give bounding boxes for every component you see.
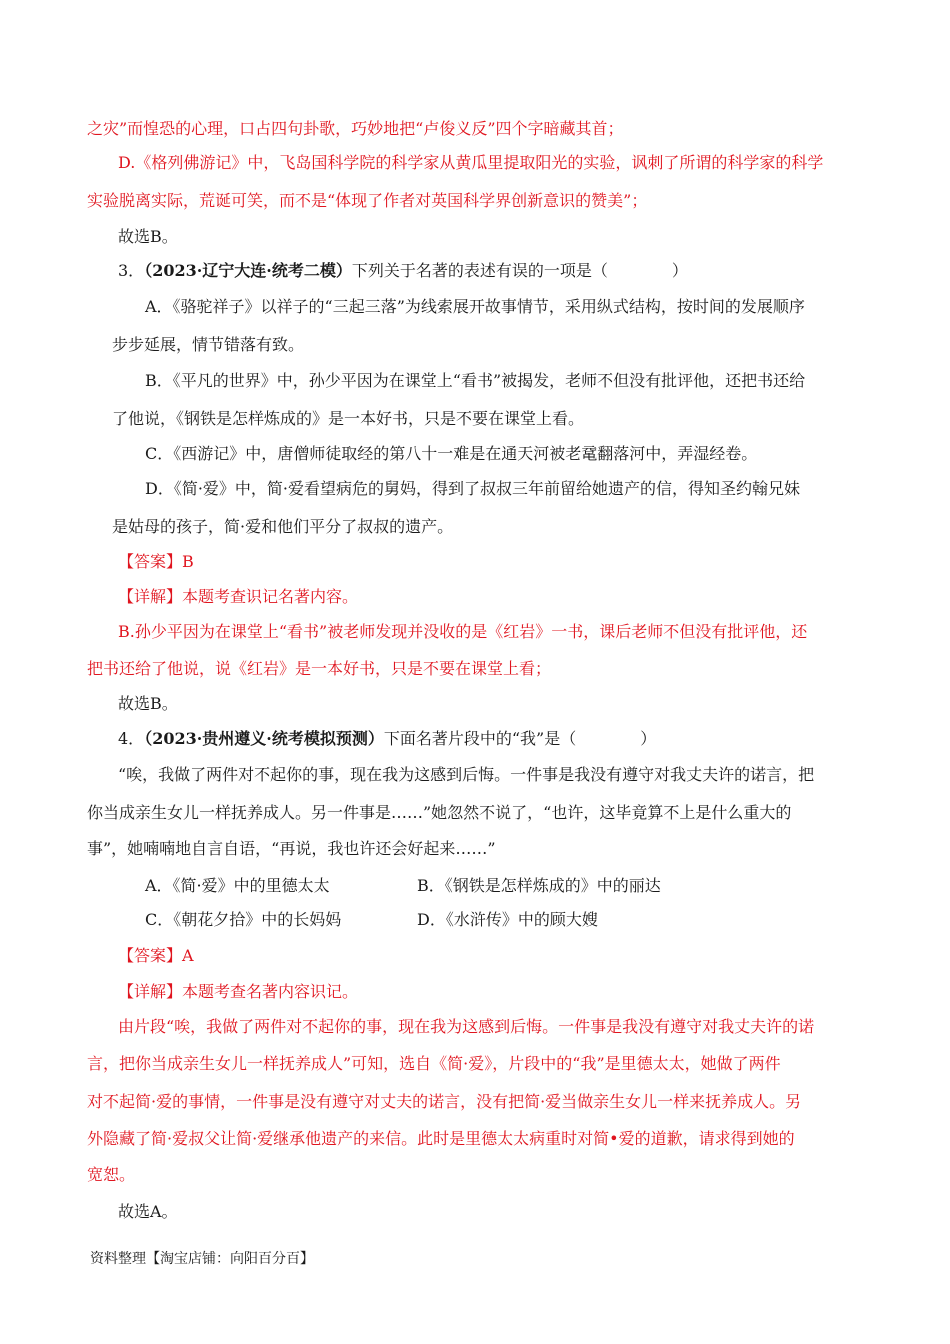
paragraph-line: D.《格列佛游记》中，飞岛国科学院的科学家从黄瓜里提取阳光的实验，讽刺了所谓的科学家的科学 <box>118 153 824 172</box>
question-3-heading <box>118 260 688 282</box>
question-source: （2023·辽宁大连·统考二模） <box>144 261 352 280</box>
question-stem: 下面名著片段中的“我”是（ ） <box>383 729 657 748</box>
explanation-line: 对不起简·爱的事情，一件事是没有遵守对丈夫的诺言，没有把简·爱当做亲生女儿一样来抚养成人。另 <box>87 1092 802 1111</box>
option-a: A．《简·爱》中的里德太太 <box>145 876 330 895</box>
option-line: B．《平凡的世界》中，孙少平因为在课堂上“看书”被揭发，老师不但没有批评他，还把书还给 <box>145 371 806 390</box>
passage-line: 事”，她喃喃地自言自语，“再说，我也许还会好起来……” <box>87 839 496 858</box>
option-line: 步步延展，情节错落有致。 <box>112 335 305 354</box>
option-d: D．《水浒传》中的顾大嫂 <box>417 910 598 929</box>
option-line: A．《骆驼祥子》以祥子的“三起三落”为线索展开故事情节，采用纵式结构，按时间的发展顺序 <box>145 297 805 316</box>
passage-line: 你当成亲生女儿一样抚养成人。另一件事是……”她忽然不说了，“也许，这毕竟算不上是什么重大的 <box>87 803 792 822</box>
answer-line: 【答案】B <box>118 552 194 571</box>
detail-line: 【详解】本题考查名著内容识记。 <box>118 982 359 1001</box>
detail-line: 【详解】本题考查识记名著内容。 <box>118 587 359 606</box>
option-line: C．《西游记》中，唐僧师徒取经的第八十一难是在通天河被老鼋翻落河中，弄湿经卷。 <box>145 444 758 463</box>
explanation-line: 外隐藏了简·爱叔父让简·爱继承他遗产的来信。此时是里德太太病重时对简•爱的道歉，请求得到她的 <box>87 1129 795 1148</box>
explanation-line: 言，把你当成亲生女儿一样抚养成人”可知，选自《简·爱》，片段中的“我”是里德太太，她做了两件 <box>87 1054 781 1073</box>
question-4-heading <box>118 728 656 750</box>
answer-line: 【答案】A <box>118 946 194 965</box>
paragraph-line: 实验脱离实际，荒诞可笑，而不是“体现了作者对英国科学界创新意识的赞美”； <box>87 191 648 210</box>
conclusion-line: 故选B。 <box>118 227 178 246</box>
option-line: 了他说，《钢铁是怎样炼成的》是一本好书，只是不要在课堂上看。 <box>112 409 585 428</box>
conclusion-line: 故选A。 <box>118 1202 178 1221</box>
question-source: （2023·贵州遵义·统考模拟预测） <box>144 729 384 748</box>
conclusion-line: 故选B。 <box>118 694 178 713</box>
question-number: 3． <box>118 261 145 280</box>
question-stem: 下列关于名著的表述有误的一项是（ ） <box>351 261 688 280</box>
paragraph-line: 之灾”而惶恐的心理，口占四句卦歌，巧妙地把“卢俊义反”四个字暗藏其首； <box>87 119 624 138</box>
option-line: 是姑母的孩子，简·爱和他们平分了叔叔的遗产。 <box>112 517 454 536</box>
question-number: 4． <box>118 729 145 748</box>
explanation-line: 把书还给了他说，说《红岩》是一本好书，只是不要在课堂上看； <box>87 659 552 678</box>
explanation-line: B.孙少平因为在课堂上“看书”被老师发现并没收的是《红岩》一书，课后老师不但没有批评他，还 <box>118 622 808 641</box>
page-footer: 资料整理【淘宝店铺：向阳百分百】 <box>90 1251 314 1267</box>
option-line: D．《简·爱》中，简·爱看望病危的舅妈，得到了叔叔三年前留给她遗产的信，得知圣约翰兄妹 <box>145 479 801 498</box>
explanation-line: 宽恕。 <box>87 1165 136 1184</box>
passage-line: “唉，我做了两件对不起你的事，现在我为这感到后悔。一件事是我没有遵守对我丈夫许的诺言，把 <box>118 765 815 784</box>
option-b: B．《钢铁是怎样炼成的》中的丽达 <box>417 876 661 895</box>
explanation-line: 由片段“唉，我做了两件对不起你的事，现在我为这感到后悔。一件事是我没有遵守对我丈夫许的诺 <box>118 1017 815 1036</box>
option-c: C．《朝花夕拾》中的长妈妈 <box>145 910 342 929</box>
